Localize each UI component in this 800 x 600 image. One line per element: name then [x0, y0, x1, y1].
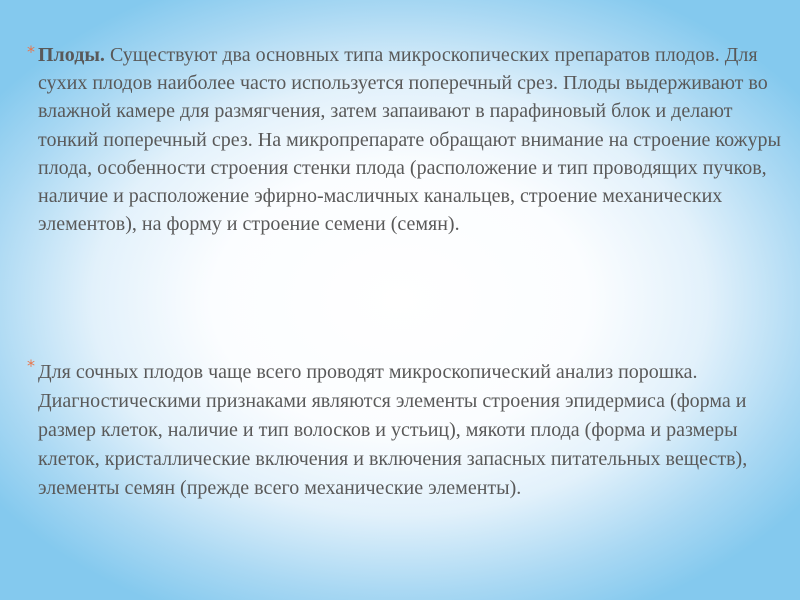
bullet-star-icon: * — [27, 42, 35, 61]
paragraph-lead-term: Плоды. — [38, 44, 105, 66]
bullet-star-icon: * — [27, 356, 35, 375]
paragraph-fruits-dry — [38, 41, 783, 238]
paragraph-body: Существуют два основных типа микроскопических препаратов плодов. Для сухих плодов наиболее часто используется поперечный срез. Плоды выдерживают во влажной камере для размягчения, затем запаивают в парафиновый блок и делают тонкий поперечный срез. На микропрепарате обращают внимание на строение кожуры плода, особенности строения стенки плода (расположение и тип проводящих пучков, наличие и расположение эфирно-масличных канальцев, строение механических элементов), на форму и строение семени (семян). — [38, 44, 781, 236]
paragraph-body: Для сочных плодов чаще всего проводят микроскопический анализ порошка. Диагностическими признаками являются элементы строения эпидермиса (форма и размер клеток, наличие и тип волосков и устьиц), мякоти плода (форма и размеры клеток, кристаллические включения и включения запасных питательных веществ), элементы семян (прежде всего механические элементы). — [38, 361, 748, 499]
paragraph-fruits-juicy — [38, 358, 783, 503]
